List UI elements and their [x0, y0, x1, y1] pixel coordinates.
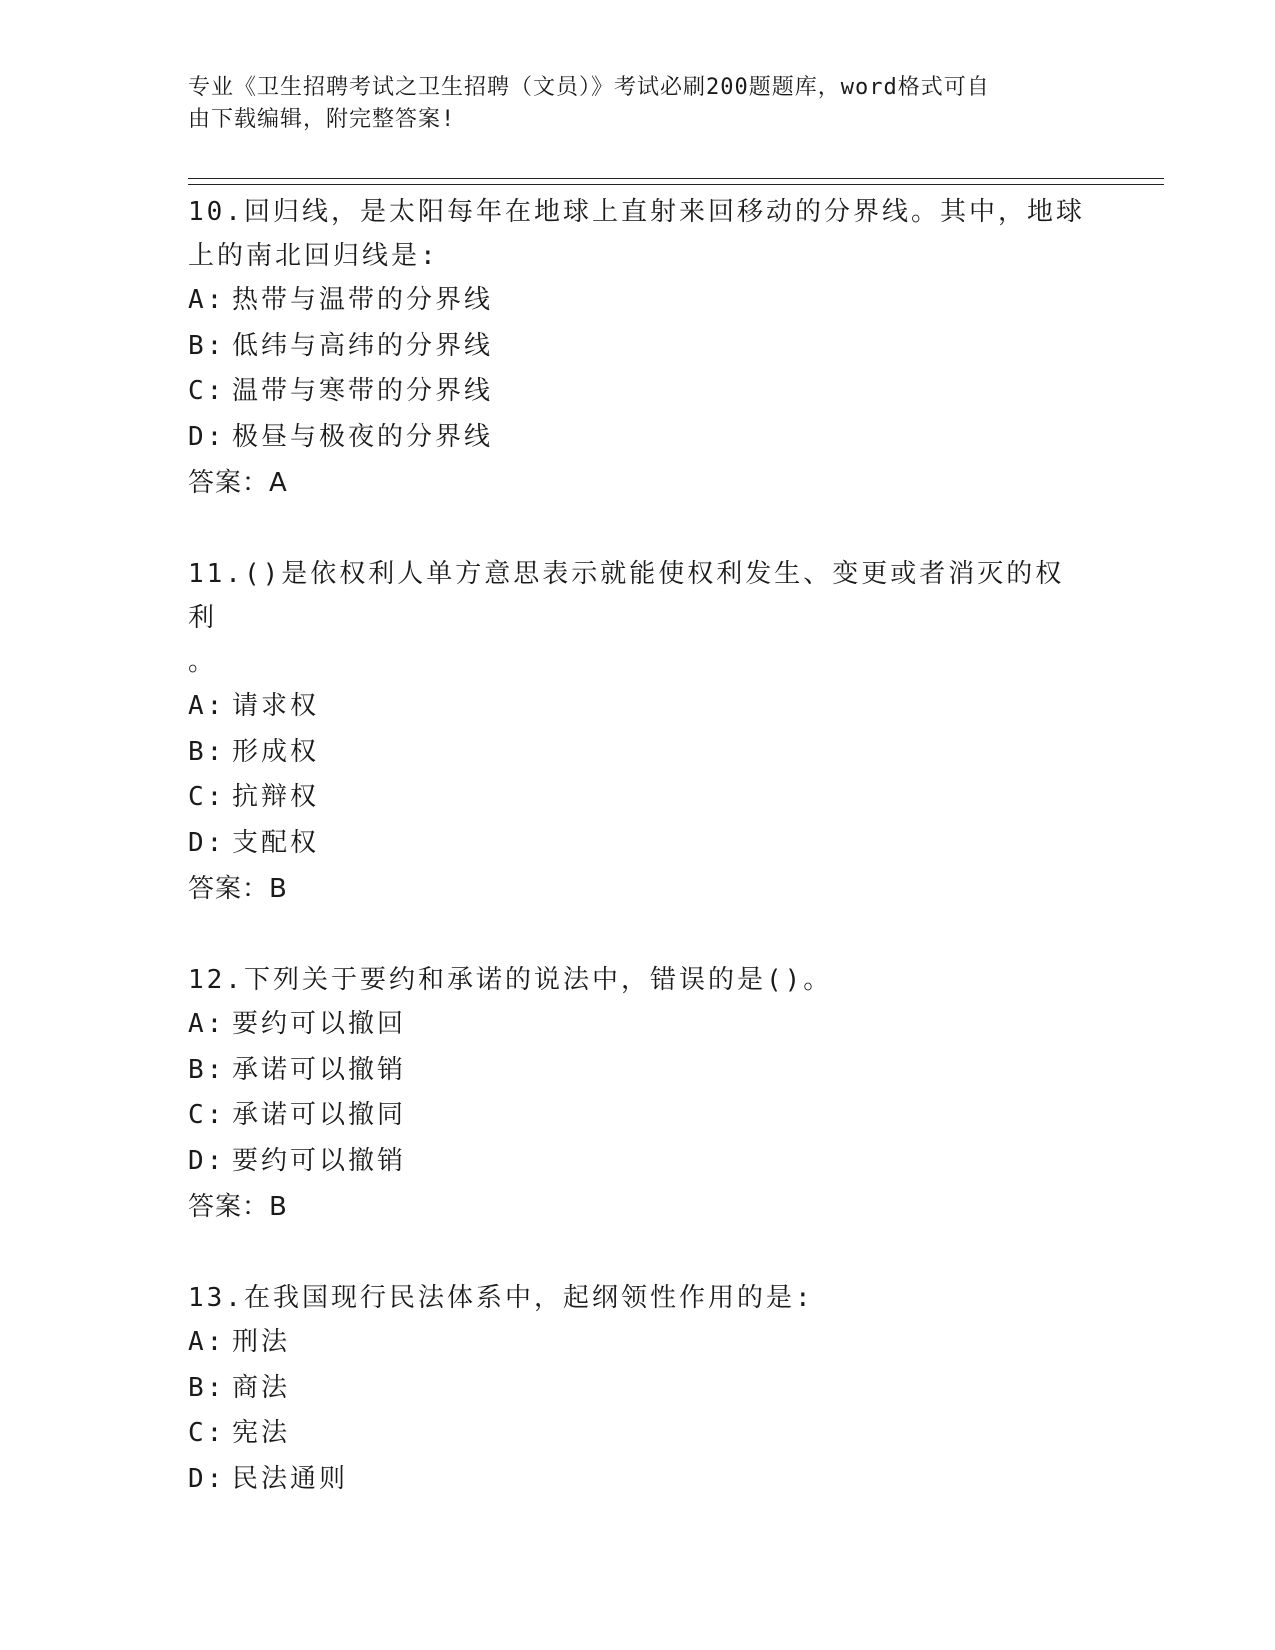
option-d: [188, 1457, 1088, 1503]
option-text: 宪法: [232, 1418, 291, 1448]
option-text: 温带与寒带的分界线: [232, 376, 494, 406]
option-letter: B:: [188, 330, 226, 361]
question-stem-line: 10.回归线，是太阳每年在地球上直射来回移动的分界线。其中，地球: [188, 197, 1085, 227]
header-divider-bottom: [188, 184, 1164, 185]
option-letter: A:: [188, 1009, 226, 1039]
option-b: [188, 1366, 1088, 1412]
question-13: [188, 1276, 1088, 1502]
option-letter: B:: [188, 1054, 226, 1085]
question-stem: [188, 958, 1088, 1002]
option-a: [188, 278, 1088, 324]
question-stem-line: 。: [188, 647, 218, 677]
option-c: [188, 369, 1088, 415]
option-c: [188, 1411, 1088, 1457]
question-11: [188, 552, 1088, 912]
option-letter: B:: [188, 1372, 226, 1403]
option-b: [188, 324, 1088, 370]
option-letter: A:: [188, 1327, 226, 1357]
option-letter: D:: [188, 421, 226, 452]
option-text: 承诺可以撤同: [232, 1100, 407, 1130]
option-text: 民法通则: [232, 1463, 349, 1494]
question-10: [188, 190, 1088, 506]
option-letter: D:: [188, 827, 226, 858]
option-a: [188, 684, 1088, 730]
question-list: [188, 190, 1088, 1548]
option-b: [188, 730, 1088, 776]
header-line-2: 由下载编辑，附完整答案!: [188, 107, 456, 132]
header-line-1: 专业《卫生招聘考试之卫生招聘（文员）》考试必刷200题题库，word格式可自: [188, 75, 990, 100]
option-letter: C:: [188, 782, 226, 812]
option-letter: D:: [188, 1145, 226, 1176]
option-c: [188, 1093, 1088, 1139]
option-text: 刑法: [232, 1327, 291, 1357]
option-d: [188, 415, 1088, 461]
question-stem-line: 12.下列关于要约和承诺的说法中，错误的是()。: [188, 965, 833, 995]
question-stem-line: 11.()是依权利人单方意思表示就能使权利发生、变更或者消灭的权利: [188, 559, 1065, 633]
answer-line: 答案：B: [188, 874, 288, 904]
option-d: [188, 821, 1088, 867]
question-stem: [188, 190, 1088, 278]
option-text: 极昼与极夜的分界线: [232, 421, 494, 452]
option-text: 商法: [232, 1372, 291, 1403]
option-text: 要约可以撤回: [232, 1009, 407, 1039]
document-header: [188, 72, 1068, 136]
option-b: [188, 1048, 1088, 1094]
question-stem: [188, 552, 1088, 684]
answer-line: 答案：B: [188, 1192, 288, 1222]
answer-line: 答案：A: [188, 468, 288, 498]
option-text: 形成权: [232, 736, 320, 767]
option-letter: C:: [188, 1418, 226, 1448]
option-letter: C:: [188, 376, 226, 406]
option-text: 要约可以撤销: [232, 1145, 407, 1176]
option-text: 支配权: [232, 827, 320, 858]
option-text: 抗辩权: [232, 782, 320, 812]
question-stem-line: 13.在我国现行民法体系中，起纲领性作用的是:: [188, 1283, 814, 1313]
option-d: [188, 1139, 1088, 1185]
option-letter: A:: [188, 691, 226, 721]
option-letter: C:: [188, 1100, 226, 1130]
question-stem: [188, 1276, 1088, 1320]
option-letter: B:: [188, 736, 226, 767]
question-12: [188, 958, 1088, 1230]
option-c: [188, 775, 1088, 821]
option-letter: D:: [188, 1463, 226, 1494]
option-text: 请求权: [232, 691, 320, 721]
option-letter: A:: [188, 285, 226, 315]
option-text: 低纬与高纬的分界线: [232, 330, 494, 361]
option-text: 热带与温带的分界线: [232, 285, 494, 315]
question-stem-line: 上的南北回归线是:: [188, 241, 439, 271]
option-a: [188, 1320, 1088, 1366]
option-a: [188, 1002, 1088, 1048]
option-text: 承诺可以撤销: [232, 1054, 407, 1085]
header-divider-top: [188, 178, 1164, 179]
